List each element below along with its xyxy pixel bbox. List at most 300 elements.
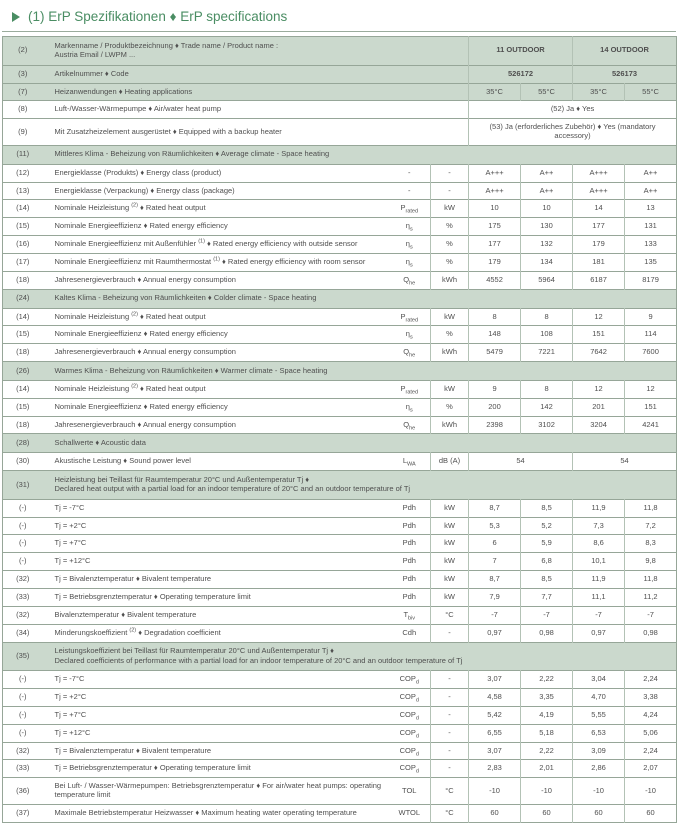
symbol-cell: $COP_d$: [399, 709, 419, 722]
value-cell: 7,9: [469, 589, 521, 607]
row-number: (33): [16, 592, 30, 601]
spec-label: Tj = -7°C: [54, 502, 85, 512]
section-label: Kaltes Klima - Beheizung von Räumlichkeiten ♦ Colder climate - Space heating: [43, 289, 677, 308]
value-cell: 177: [573, 218, 625, 236]
unit-cell: %: [431, 253, 469, 271]
symbol-cell: $\eta_s$: [405, 329, 413, 341]
spec-label: Tj = -7°C: [54, 674, 85, 684]
row-number: (-): [19, 556, 27, 566]
symbol-cell: $\eta_s$: [405, 221, 413, 233]
unit-cell: kW: [431, 553, 469, 571]
row-number: (30): [16, 456, 30, 466]
row-number: (24): [3, 289, 43, 308]
section-row: [3, 642, 677, 671]
value-cell: 4241: [625, 416, 677, 434]
section-row: [3, 289, 677, 308]
unit-cell: kWh: [431, 344, 469, 362]
value-cell: 8,5: [521, 571, 573, 589]
unit-cell: -: [431, 164, 469, 182]
section-row: [3, 471, 677, 500]
spec-row: [3, 571, 677, 589]
value-cell: A+++: [469, 182, 521, 200]
symbol-cell: Pdh: [402, 574, 416, 584]
unit-cell: %: [431, 236, 469, 254]
symbol-cell: -: [408, 167, 411, 177]
value-cell: 7,7: [521, 589, 573, 607]
row-number: (18): [16, 347, 30, 357]
row-number: (33): [16, 763, 30, 773]
section-label: Heizleistung bei Teillast für Raumtemperatur 20°C und Außentemperatur Tj ♦ Declared heat output with a partial load for an indoor temperature of 20°C and an outdoor temperature of Tj: [43, 471, 677, 500]
unit-cell: -: [431, 742, 469, 760]
spec-row: [3, 271, 677, 289]
row-number: (32): [16, 609, 30, 619]
section-arrow-icon: [12, 12, 20, 22]
spec-label: Tj = Betriebsgrenztemperatur ♦ Operating temperature limit: [54, 763, 251, 773]
row-number: (36): [16, 785, 30, 795]
spec-label: Maximale Betriebstemperatur Heizwasser ♦ Maximum heating water operating temperature: [54, 807, 357, 817]
value-cell: 3102: [521, 416, 573, 434]
heating-applications-row: [3, 83, 677, 101]
symbol-cell: $COP_d$: [399, 692, 419, 704]
symbol-cell: Pdh: [402, 520, 416, 530]
heat-pump-value: (52) Ja ♦ Yes: [469, 101, 677, 119]
unit-cell: kW: [431, 535, 469, 553]
value-cell: 8,6: [573, 535, 625, 553]
unit-cell: kWh: [431, 271, 469, 289]
spec-row: [3, 416, 677, 434]
value-cell: 9: [469, 380, 521, 398]
spec-row: [3, 624, 677, 642]
value-cell: A++: [625, 164, 677, 182]
unit-cell: kW: [431, 517, 469, 535]
value-cell: A+++: [573, 182, 625, 200]
value-cell: 114: [625, 326, 677, 344]
value-cell: 3,04: [573, 671, 625, 689]
value-cell: 12: [625, 380, 677, 398]
value-cell: 60: [625, 804, 677, 822]
symbol-cell: $COP_d$: [399, 745, 419, 758]
section-label: Mittleres Klima - Beheizung von Räumlichkeiten ♦ Average climate - Space heating: [43, 145, 677, 164]
value-cell: 0,98: [625, 624, 677, 642]
row-number: (35): [3, 642, 43, 671]
spec-label: Nominale Heizleistung $^{(2)}$ ♦ Rated heat output: [54, 202, 206, 213]
value-cell: 151: [573, 326, 625, 344]
symbol-cell: Pdh: [402, 538, 416, 548]
spec-row: [3, 344, 677, 362]
spec-row: [3, 253, 677, 271]
erp-spec-table: [2, 36, 677, 823]
spec-row: [3, 589, 677, 607]
spec-label: Energieklasse (Verpackung) ♦ Energy class (package): [54, 185, 235, 195]
value-cell: 9,8: [625, 553, 677, 571]
value-cell: -7: [521, 606, 573, 624]
unit-cell: dB (A): [431, 453, 469, 471]
value-cell: 134: [521, 253, 573, 271]
value-cell: 0,98: [521, 624, 573, 642]
value-cell: 5,3: [469, 517, 521, 535]
row-number: (3): [3, 65, 43, 83]
row-number: (15): [16, 401, 30, 411]
value-cell: 10: [469, 200, 521, 218]
value-cell: 6,53: [573, 724, 625, 742]
value-cell: -7: [573, 606, 625, 624]
value-cell: 201: [573, 398, 625, 416]
value-cell: 2,22: [521, 671, 573, 689]
value-cell: 7221: [521, 344, 573, 362]
value-cell: 14: [573, 200, 625, 218]
value-cell: 2,07: [625, 760, 677, 778]
value-cell: 11,9: [573, 499, 625, 517]
section-row: [3, 362, 677, 381]
value-cell: 5,9: [521, 535, 573, 553]
value-cell: 130: [521, 218, 573, 236]
spec-row: [3, 308, 677, 326]
value-cell: 179: [573, 236, 625, 254]
section-row: [3, 434, 677, 453]
spec-label: Bivalenztemperatur ♦ Bivalent temperature: [54, 609, 197, 619]
row-number: (15): [16, 329, 30, 339]
spec-label: Nominale Heizleistung $^{(2)}$ ♦ Rated heat output: [54, 311, 206, 321]
value-cell: 54: [469, 453, 573, 471]
value-cell: 5,18: [521, 724, 573, 742]
row-number: (28): [3, 434, 43, 453]
symbol-cell: $\eta_s$: [405, 256, 413, 269]
row-number: (12): [16, 167, 30, 177]
value-cell: 7,2: [625, 517, 677, 535]
spec-label: Nominale Energieeffizienz mit Raumthermostat $^{(1)}$ ♦ Rated energy efficiency with room sensor: [54, 256, 366, 266]
value-cell: 13: [625, 200, 677, 218]
spec-table-head-rows: [3, 37, 677, 146]
value-cell: 3,35: [521, 689, 573, 707]
unit-cell: -: [431, 624, 469, 642]
value-cell: -10: [625, 778, 677, 805]
row-number: (15): [16, 221, 30, 231]
heating-applications-label: Heizanwendungen ♦ Heating applications: [43, 83, 469, 101]
value-cell: 2398: [469, 416, 521, 434]
value-cell: 6187: [573, 271, 625, 289]
unit-cell: kW: [431, 200, 469, 218]
backup-heater-row: [3, 119, 677, 146]
symbol-cell: Cdh: [402, 627, 417, 637]
row-number: (37): [16, 807, 30, 817]
spec-row: [3, 200, 677, 218]
spec-table-body: [3, 145, 677, 822]
value-cell: 2,01: [521, 760, 573, 778]
value-cell: 2,22: [521, 742, 573, 760]
value-cell: 60: [521, 804, 573, 822]
unit-cell: -: [431, 671, 469, 689]
spec-row: [3, 706, 677, 724]
unit-cell: kW: [431, 571, 469, 589]
unit-cell: °C: [431, 804, 469, 822]
row-number: (9): [18, 126, 28, 136]
value-cell: 8,7: [469, 499, 521, 517]
row-number: (-): [19, 727, 27, 737]
row-number: (31): [3, 471, 43, 500]
symbol-cell: -: [408, 185, 411, 195]
spec-row: [3, 742, 677, 760]
spec-label: Minderungskoeffizient $^{(2)}$ ♦ Degradation coefficient: [54, 627, 221, 637]
spec-label: Jahresenergieverbrauch ♦ Annual energy consumption: [54, 419, 236, 429]
value-cell: 177: [469, 236, 521, 254]
value-cell: 11,8: [625, 571, 677, 589]
value-cell: 2,24: [625, 742, 677, 760]
value-cell: 7600: [625, 344, 677, 362]
unit-cell: %: [431, 218, 469, 236]
unit-cell: kW: [431, 589, 469, 607]
unit-cell: -: [431, 760, 469, 778]
spec-row: [3, 689, 677, 707]
spec-label: Nominale Energieeffizienz ♦ Rated energy efficiency: [54, 401, 228, 411]
spec-row: [3, 326, 677, 344]
spec-row: [3, 671, 677, 689]
row-number: (2): [3, 37, 43, 66]
value-cell: 11,8: [625, 499, 677, 517]
value-cell: -10: [573, 778, 625, 805]
spec-label: Nominale Heizleistung $^{(2)}$ ♦ Rated heat output: [54, 383, 206, 393]
spec-label: Nominale Energieeffizienz ♦ Rated energy efficiency: [54, 329, 228, 339]
value-cell: 6,55: [469, 724, 521, 742]
value-cell: -7: [469, 606, 521, 624]
spec-label: Tj = +12°C: [54, 556, 91, 566]
value-cell: 6: [469, 535, 521, 553]
row-number: (18): [16, 274, 30, 284]
value-cell: 10,1: [573, 553, 625, 571]
value-cell: 5,06: [625, 724, 677, 742]
spec-label: Nominale Energieeffizienz ♦ Rated energy efficiency: [54, 221, 228, 231]
spec-row: [3, 499, 677, 517]
symbol-cell: TOL: [402, 785, 417, 795]
unit-cell: kW: [431, 380, 469, 398]
row-number: (13): [16, 185, 30, 195]
value-cell: 2,83: [469, 760, 521, 778]
row-number: (14): [16, 311, 30, 321]
value-cell: 11,2: [625, 589, 677, 607]
row-number: (32): [16, 745, 30, 755]
row-number: (34): [16, 627, 30, 637]
value-cell: 11,9: [573, 571, 625, 589]
row-number: (17): [16, 256, 30, 266]
row-number: (-): [19, 502, 27, 512]
value-cell: A++: [521, 182, 573, 200]
value-cell: 8: [521, 308, 573, 326]
symbol-cell: $COP_d$: [399, 674, 419, 686]
row-number: (32): [16, 574, 30, 584]
symbol-cell: $Q_{he}$: [403, 419, 416, 432]
trade-name-row: [3, 37, 677, 66]
page-title: [2, 6, 676, 29]
page-title-text: (1) ErP Spezifikationen ♦ ErP specifications: [28, 9, 288, 24]
backup-heater-label: Mit Zusatzheizelement ausgerüstet ♦ Equipped with a backup heater: [54, 126, 282, 136]
spec-row: [3, 535, 677, 553]
trade-name-label: Markenname / Produktbezeichnung ♦ Trade name / Product name : Austria Email / LWPM ...: [43, 37, 469, 66]
unit-cell: kW: [431, 308, 469, 326]
value-cell: 8179: [625, 271, 677, 289]
value-cell: 3204: [573, 416, 625, 434]
value-cell: 5,55: [573, 706, 625, 724]
spec-row: [3, 760, 677, 778]
unit-cell: kW: [431, 499, 469, 517]
spec-label: Energieklasse (Produkts) ♦ Energy class (product): [54, 167, 222, 177]
value-cell: 7,3: [573, 517, 625, 535]
value-cell: -10: [469, 778, 521, 805]
value-cell: 8: [521, 380, 573, 398]
value-cell: 6,8: [521, 553, 573, 571]
value-cell: 133: [625, 236, 677, 254]
symbol-cell: $Q_{he}$: [403, 347, 416, 359]
symbol-cell: $P_{rated}$: [400, 383, 419, 396]
spec-label: Tj = +7°C: [54, 538, 87, 548]
value-cell: 5964: [521, 271, 573, 289]
spec-label: Akustische Leistung ♦ Sound power level: [54, 456, 191, 466]
spec-row: [3, 724, 677, 742]
value-cell: 5479: [469, 344, 521, 362]
value-cell: -7: [625, 606, 677, 624]
spec-row: [3, 398, 677, 416]
value-cell: 3,09: [573, 742, 625, 760]
unit-cell: -: [431, 689, 469, 707]
value-cell: 9: [625, 308, 677, 326]
value-cell: 8,7: [469, 571, 521, 589]
spec-label: Tj = Bivalenztemperatur ♦ Bivalent temperature: [54, 574, 212, 584]
value-cell: 108: [521, 326, 573, 344]
spec-row: [3, 553, 677, 571]
value-cell: 3,38: [625, 689, 677, 707]
symbol-cell: Pdh: [402, 556, 416, 566]
value-cell: 135: [625, 253, 677, 271]
symbol-cell: $COP_d$: [399, 727, 419, 740]
row-number: (-): [19, 709, 27, 719]
spec-label: Tj = +2°C: [54, 692, 87, 702]
value-cell: 54: [573, 453, 677, 471]
spec-label: Tj = +2°C: [54, 520, 87, 530]
row-number: (11): [3, 145, 43, 164]
spec-row: [3, 606, 677, 624]
symbol-cell: $Q_{he}$: [403, 274, 416, 287]
symbol-cell: $T_{biv}$: [403, 609, 416, 622]
row-number: (-): [19, 538, 27, 548]
spec-label: Tj = +12°C: [54, 727, 91, 737]
unit-cell: kWh: [431, 416, 469, 434]
spec-row: [3, 380, 677, 398]
value-cell: 4,19: [521, 706, 573, 724]
value-cell: A+++: [573, 164, 625, 182]
symbol-cell: WTOL: [398, 807, 421, 817]
value-cell: 7: [469, 553, 521, 571]
value-cell: 10: [521, 200, 573, 218]
value-cell: 8,5: [521, 499, 573, 517]
row-number: (26): [3, 362, 43, 381]
symbol-cell: Pdh: [402, 502, 416, 512]
backup-heater-value: (53) Ja (erforderliches Zubehör) ♦ Yes (mandatory accessory): [469, 119, 677, 146]
unit-cell: °C: [431, 606, 469, 624]
row-number: (-): [19, 520, 27, 530]
row-number: (16): [16, 239, 30, 249]
spec-label: Nominale Energieeffizienz mit Außenfühler $^{(1)}$ ♦ Rated energy efficiency with outside sensor: [54, 238, 358, 249]
value-cell: 8: [469, 308, 521, 326]
unit-cell: -: [431, 706, 469, 724]
value-cell: 181: [573, 253, 625, 271]
spec-label: Jahresenergieverbrauch ♦ Annual energy consumption: [54, 274, 236, 284]
row-number: (14): [16, 203, 30, 213]
section-row: [3, 145, 677, 164]
section-label: Warmes Klima - Beheizung von Räumlichkeiten ♦ Warmer climate - Space heating: [43, 362, 677, 381]
spec-label: Jahresenergieverbrauch ♦ Annual energy consumption: [54, 347, 236, 357]
value-cell: 3,07: [469, 742, 521, 760]
symbol-cell: Pdh: [402, 592, 416, 601]
spec-label: Bei Luft- / Wasser-Wärmepumpen: Betriebsgrenztemperatur ♦ For air/water heat pumps: operating temperature limit: [54, 781, 382, 800]
value-cell: 0,97: [469, 624, 521, 642]
unit-cell: -: [431, 724, 469, 742]
value-cell: 60: [469, 804, 521, 822]
symbol-cell: $L_{WA}$: [402, 456, 416, 468]
heat-pump-row: [3, 101, 677, 119]
spec-row: [3, 182, 677, 200]
spec-row: [3, 453, 677, 471]
value-cell: 2,24: [625, 671, 677, 689]
value-cell: 200: [469, 398, 521, 416]
value-cell: 5,2: [521, 517, 573, 535]
value-cell: 8,3: [625, 535, 677, 553]
value-cell: 12: [573, 380, 625, 398]
spec-row: [3, 517, 677, 535]
row-number: (18): [16, 419, 30, 429]
spec-row: [3, 804, 677, 822]
value-cell: 131: [625, 218, 677, 236]
spec-label: Tj = +7°C: [54, 709, 87, 719]
row-number: (14): [16, 383, 30, 393]
title-divider: [2, 31, 676, 32]
product-name-14-outdoor: 14 OUTDOOR: [573, 37, 677, 66]
value-cell: 132: [521, 236, 573, 254]
row-number: (7): [3, 83, 43, 101]
product-code-14-outdoor: 526173: [573, 65, 677, 83]
value-cell: 4552: [469, 271, 521, 289]
value-cell: A+++: [469, 164, 521, 182]
product-code-11-outdoor: 526172: [469, 65, 573, 83]
spec-label: Tj = Betriebsgrenztemperatur ♦ Operating temperature limit: [54, 592, 251, 601]
unit-cell: -: [431, 182, 469, 200]
temp-cell: 35°C: [469, 83, 521, 101]
row-number: (-): [19, 692, 27, 702]
value-cell: 151: [625, 398, 677, 416]
section-label: Schallwerte ♦ Acoustic data: [43, 434, 677, 453]
symbol-cell: $COP_d$: [399, 763, 419, 775]
value-cell: A++: [521, 164, 573, 182]
spec-row: [3, 236, 677, 254]
value-cell: 0,97: [573, 624, 625, 642]
product-name-11-outdoor: 11 OUTDOOR: [469, 37, 573, 66]
value-cell: A++: [625, 182, 677, 200]
spec-label: Tj = Bivalenztemperatur ♦ Bivalent temperature: [54, 745, 212, 755]
value-cell: 179: [469, 253, 521, 271]
row-number: (-): [19, 674, 27, 684]
symbol-cell: $P_{rated}$: [400, 311, 419, 323]
value-cell: 3,07: [469, 671, 521, 689]
value-cell: 4,24: [625, 706, 677, 724]
value-cell: 2,86: [573, 760, 625, 778]
row-number: (8): [18, 104, 28, 114]
spec-row: [3, 164, 677, 182]
temp-cell: 35°C: [573, 83, 625, 101]
value-cell: 148: [469, 326, 521, 344]
value-cell: -10: [521, 778, 573, 805]
section-label: Leistungskoeffizient bei Teillast für Raumtemperatur 20°C und Außentemperatur Tj ♦ Declared coefficients of performance with a partial load for an indoor temperature of 20°C and an outdoor temperature of Tj: [43, 642, 677, 671]
temp-cell: 55°C: [521, 83, 573, 101]
symbol-cell: $\eta_s$: [405, 401, 413, 414]
value-cell: 12: [573, 308, 625, 326]
symbol-cell: $P_{rated}$: [400, 203, 419, 215]
